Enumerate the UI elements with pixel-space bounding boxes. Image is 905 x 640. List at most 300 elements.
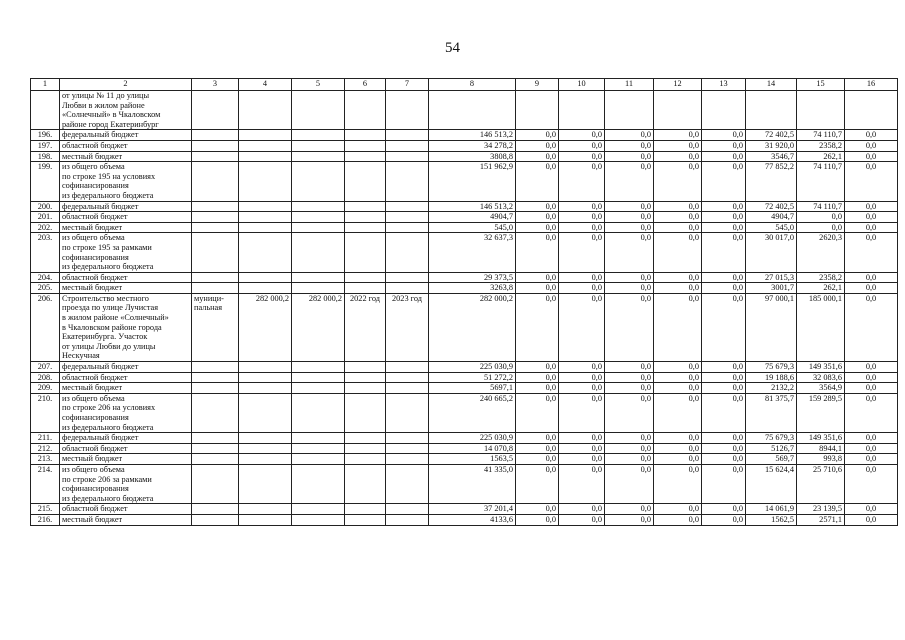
table-cell: 0,0	[845, 233, 898, 272]
table-cell: областной бюджет	[60, 372, 192, 383]
column-header: 5	[292, 79, 345, 91]
table-cell: 4133,6	[429, 514, 516, 525]
table-row	[31, 283, 898, 294]
table-cell: 0,0	[605, 443, 654, 454]
table-cell: 0,0	[845, 201, 898, 212]
table-cell	[239, 130, 292, 141]
table-cell: 3808,8	[429, 151, 516, 162]
column-header: 13	[702, 79, 746, 91]
table-cell	[292, 283, 345, 294]
table-cell	[345, 383, 386, 394]
column-header: 10	[559, 79, 605, 91]
table-cell: 0,0	[605, 454, 654, 465]
table-cell	[386, 91, 429, 130]
table-cell: 0,0	[654, 372, 702, 383]
table-cell	[345, 393, 386, 432]
table-cell: 0,0	[605, 464, 654, 503]
table-cell	[345, 130, 386, 141]
table-cell: 159 289,5	[797, 393, 845, 432]
table-cell	[292, 433, 345, 444]
table-cell: федеральный бюджет	[60, 130, 192, 141]
table-cell: 0,0	[797, 212, 845, 223]
table-cell	[239, 362, 292, 373]
table-cell: 0,0	[516, 433, 559, 444]
column-header: 9	[516, 79, 559, 91]
table-cell: 23 139,5	[797, 504, 845, 515]
table-cell	[192, 433, 239, 444]
header-row	[31, 79, 898, 91]
table-cell: 0,0	[605, 383, 654, 394]
table-row	[31, 233, 898, 272]
table-cell: 0,0	[654, 233, 702, 272]
table-cell: 0,0	[702, 140, 746, 151]
column-header: 15	[797, 79, 845, 91]
table-row	[31, 201, 898, 212]
table-cell: федеральный бюджет	[60, 362, 192, 373]
table-cell	[239, 91, 292, 130]
table-cell: 72 402,5	[746, 201, 797, 212]
table-row	[31, 372, 898, 383]
table-cell	[386, 151, 429, 162]
table-cell	[386, 443, 429, 454]
table-cell: 0,0	[654, 212, 702, 223]
table-cell: 2022 год	[345, 293, 386, 361]
table-cell: 5126,7	[746, 443, 797, 454]
table-cell: 0,0	[605, 272, 654, 283]
table-cell: 0,0	[605, 433, 654, 444]
table-cell: 0,0	[702, 393, 746, 432]
table-cell	[292, 151, 345, 162]
table-row	[31, 454, 898, 465]
table-cell: 75 679,3	[746, 433, 797, 444]
table-cell	[345, 162, 386, 201]
table-cell: 5697,1	[429, 383, 516, 394]
table-cell: 0,0	[654, 464, 702, 503]
table-cell: 0,0	[702, 362, 746, 373]
table-cell: 32 637,3	[429, 233, 516, 272]
table-cell: 0,0	[559, 212, 605, 223]
table-cell: 262,1	[797, 151, 845, 162]
table-cell: муници- пальная	[192, 293, 239, 361]
table-cell: 19 188,6	[746, 372, 797, 383]
table-row	[31, 443, 898, 454]
table-cell: 2023 год	[386, 293, 429, 361]
table-cell: 81 375,7	[746, 393, 797, 432]
table-cell: 0,0	[654, 504, 702, 515]
table-cell: 212.	[31, 443, 60, 454]
table-cell: 196.	[31, 130, 60, 141]
column-header: 7	[386, 79, 429, 91]
table-cell: 0,0	[702, 293, 746, 361]
table-cell: 0,0	[845, 454, 898, 465]
table-cell	[345, 212, 386, 223]
table-cell: 0,0	[559, 454, 605, 465]
table-cell	[192, 514, 239, 525]
table-cell: 0,0	[605, 222, 654, 233]
table-cell: 0,0	[559, 464, 605, 503]
table-cell	[192, 454, 239, 465]
table-cell	[292, 222, 345, 233]
table-cell: 0,0	[845, 162, 898, 201]
table-cell: 0,0	[702, 514, 746, 525]
table-cell: 225 030,9	[429, 362, 516, 373]
table-cell: 146 513,2	[429, 130, 516, 141]
table-cell: 0,0	[516, 162, 559, 201]
table-cell: 225 030,9	[429, 433, 516, 444]
table-cell	[239, 233, 292, 272]
table-cell: 0,0	[702, 283, 746, 294]
table-cell: 0,0	[605, 372, 654, 383]
table-cell	[386, 212, 429, 223]
table-cell: 0,0	[654, 383, 702, 394]
table-cell	[386, 504, 429, 515]
table-row	[31, 393, 898, 432]
table-cell: 569,7	[746, 454, 797, 465]
table-cell: 0,0	[702, 233, 746, 272]
table-row	[31, 433, 898, 444]
table-cell: 29 373,5	[429, 272, 516, 283]
budget-table	[30, 78, 898, 526]
table-cell	[292, 464, 345, 503]
table-cell	[239, 372, 292, 383]
table-cell: 0,0	[516, 393, 559, 432]
table-row	[31, 130, 898, 141]
table-cell: областной бюджет	[60, 504, 192, 515]
table-cell: 0,0	[516, 293, 559, 361]
table-cell: 204.	[31, 272, 60, 283]
column-header: 4	[239, 79, 292, 91]
table-cell: 0,0	[845, 504, 898, 515]
table-cell	[192, 162, 239, 201]
table-cell: 4904,7	[746, 212, 797, 223]
table-cell: 206.	[31, 293, 60, 361]
table-cell	[239, 140, 292, 151]
table-cell	[192, 362, 239, 373]
column-header: 2	[60, 79, 192, 91]
table-cell: 262,1	[797, 283, 845, 294]
table-cell	[386, 464, 429, 503]
table-cell: из общего объема по строке 206 за рамками софинансирования из федерального бюджета	[60, 464, 192, 503]
table-cell: 0,0	[702, 272, 746, 283]
table-cell: 213.	[31, 454, 60, 465]
table-cell: 0,0	[654, 454, 702, 465]
table-cell: 0,0	[654, 201, 702, 212]
table-cell: 15 624,4	[746, 464, 797, 503]
table-cell: 0,0	[559, 443, 605, 454]
table-cell: 0,0	[845, 443, 898, 454]
table-cell	[292, 272, 345, 283]
table-cell: 0,0	[845, 222, 898, 233]
table-cell	[292, 443, 345, 454]
table-cell: 2358,2	[797, 140, 845, 151]
table-cell: 282 000,2	[429, 293, 516, 361]
table-cell: 0,0	[702, 433, 746, 444]
table-cell	[192, 393, 239, 432]
table-cell	[292, 514, 345, 525]
table-cell	[239, 272, 292, 283]
table-cell: федеральный бюджет	[60, 433, 192, 444]
table-cell: местный бюджет	[60, 151, 192, 162]
table-cell: 0,0	[516, 383, 559, 394]
table-cell: 0,0	[516, 151, 559, 162]
table-row	[31, 162, 898, 201]
table-cell: 2571,1	[797, 514, 845, 525]
table-cell	[429, 91, 516, 130]
table-cell	[292, 140, 345, 151]
table-row	[31, 91, 898, 130]
table-cell: 30 017,0	[746, 233, 797, 272]
table-row	[31, 383, 898, 394]
table-cell: 27 015,3	[746, 272, 797, 283]
table-cell: 0,0	[845, 272, 898, 283]
table-row	[31, 272, 898, 283]
table-cell: 0,0	[654, 362, 702, 373]
table-cell: 201.	[31, 212, 60, 223]
column-header: 12	[654, 79, 702, 91]
table-cell: 0,0	[559, 514, 605, 525]
table-cell: 0,0	[559, 383, 605, 394]
table-cell	[239, 393, 292, 432]
table-cell: местный бюджет	[60, 283, 192, 294]
table-cell	[292, 201, 345, 212]
table-cell: 0,0	[702, 130, 746, 141]
table-cell	[345, 140, 386, 151]
table-cell: 0,0	[702, 201, 746, 212]
table-cell: 74 110,7	[797, 130, 845, 141]
table-cell: 0,0	[516, 504, 559, 515]
table-cell: 0,0	[845, 293, 898, 361]
table-cell	[386, 283, 429, 294]
table-cell: 34 278,2	[429, 140, 516, 151]
table-cell	[345, 443, 386, 454]
table-cell	[345, 362, 386, 373]
table-cell	[845, 91, 898, 130]
table-cell: 0,0	[516, 233, 559, 272]
table-cell	[345, 272, 386, 283]
table-cell	[239, 454, 292, 465]
table-cell: 25 710,6	[797, 464, 845, 503]
table-cell: областной бюджет	[60, 140, 192, 151]
table-cell: 0,0	[845, 283, 898, 294]
table-cell	[192, 283, 239, 294]
table-cell	[239, 222, 292, 233]
table-cell: 0,0	[516, 283, 559, 294]
table-cell: 3546,7	[746, 151, 797, 162]
table-cell	[192, 201, 239, 212]
table-cell: 0,0	[516, 212, 559, 223]
table-cell: 214.	[31, 464, 60, 503]
table-cell: 0,0	[654, 162, 702, 201]
table-cell: 0,0	[654, 151, 702, 162]
table-cell: 146 513,2	[429, 201, 516, 212]
table-cell: 0,0	[559, 293, 605, 361]
table-cell: областной бюджет	[60, 212, 192, 223]
table-cell	[192, 443, 239, 454]
table-cell	[386, 362, 429, 373]
column-header: 14	[746, 79, 797, 91]
table-cell: 0,0	[605, 293, 654, 361]
table-cell	[192, 383, 239, 394]
table-cell: 0,0	[559, 162, 605, 201]
table-cell: 0,0	[516, 130, 559, 141]
table-cell: 0,0	[845, 393, 898, 432]
table-cell	[386, 383, 429, 394]
column-header: 6	[345, 79, 386, 91]
table-cell: 0,0	[845, 151, 898, 162]
table-cell	[345, 464, 386, 503]
table-cell: 0,0	[654, 293, 702, 361]
table-cell	[292, 383, 345, 394]
table-cell	[559, 91, 605, 130]
table-cell: 0,0	[605, 233, 654, 272]
table-cell: 199.	[31, 162, 60, 201]
table-cell: местный бюджет	[60, 383, 192, 394]
table-cell: 0,0	[516, 272, 559, 283]
table-cell: 0,0	[605, 140, 654, 151]
table-cell: 0,0	[559, 283, 605, 294]
table-cell: 74 110,7	[797, 162, 845, 201]
table-cell: 0,0	[516, 443, 559, 454]
table-cell: 0,0	[702, 372, 746, 383]
table-cell	[386, 140, 429, 151]
table-cell	[386, 372, 429, 383]
table-cell: 0,0	[845, 140, 898, 151]
table-cell	[192, 140, 239, 151]
table-cell: 3564,9	[797, 383, 845, 394]
table-row	[31, 293, 898, 361]
column-header: 8	[429, 79, 516, 91]
table-cell: 0,0	[702, 464, 746, 503]
table-cell	[345, 222, 386, 233]
table-cell: 993,8	[797, 454, 845, 465]
table-cell: 207.	[31, 362, 60, 373]
table-cell: 0,0	[654, 514, 702, 525]
table-cell: 0,0	[702, 212, 746, 223]
table-cell	[192, 464, 239, 503]
table-cell: 0,0	[702, 151, 746, 162]
table-cell: 0,0	[654, 443, 702, 454]
table-cell: 1562,5	[746, 514, 797, 525]
table-cell: 0,0	[654, 222, 702, 233]
table-cell	[292, 362, 345, 373]
table-cell: 0,0	[845, 372, 898, 383]
table-cell	[386, 162, 429, 201]
table-cell	[292, 162, 345, 201]
table-cell	[345, 201, 386, 212]
table-cell: 74 110,7	[797, 201, 845, 212]
table-cell: местный бюджет	[60, 454, 192, 465]
table-cell: 197.	[31, 140, 60, 151]
column-header: 1	[31, 79, 60, 91]
table-cell: 545,0	[746, 222, 797, 233]
table-cell: 0,0	[605, 201, 654, 212]
table-cell: 0,0	[605, 130, 654, 141]
table-cell: 0,0	[845, 433, 898, 444]
table-cell: 0,0	[702, 162, 746, 201]
page-number: 54	[445, 40, 460, 56]
table-cell	[345, 283, 386, 294]
table-cell: 0,0	[559, 433, 605, 444]
table-cell	[345, 454, 386, 465]
table-cell: 282 000,2	[239, 293, 292, 361]
table-cell	[386, 272, 429, 283]
table-cell: 0,0	[654, 130, 702, 141]
table-cell: 0,0	[654, 140, 702, 151]
table-row	[31, 140, 898, 151]
table-cell: 0,0	[845, 464, 898, 503]
table-cell	[292, 372, 345, 383]
table-cell: 0,0	[702, 454, 746, 465]
table-cell	[386, 393, 429, 432]
table-cell	[345, 151, 386, 162]
table-cell	[386, 433, 429, 444]
table-cell: 0,0	[559, 201, 605, 212]
table-cell: 0,0	[516, 514, 559, 525]
table-cell: 0,0	[559, 393, 605, 432]
table-cell	[746, 91, 797, 130]
table-cell	[239, 162, 292, 201]
table-cell	[292, 393, 345, 432]
table-cell	[292, 212, 345, 223]
table-cell: 0,0	[516, 362, 559, 373]
table-cell	[239, 464, 292, 503]
table-row	[31, 362, 898, 373]
table-cell: 0,0	[845, 362, 898, 373]
table-cell	[345, 91, 386, 130]
table-row	[31, 514, 898, 525]
table-cell	[192, 504, 239, 515]
table-cell: 31 920,0	[746, 140, 797, 151]
table-cell: 216.	[31, 514, 60, 525]
table-cell	[292, 454, 345, 465]
table-cell: 0,0	[654, 393, 702, 432]
table-cell	[31, 91, 60, 130]
table-cell: 0,0	[845, 514, 898, 525]
table-cell: 282 000,2	[292, 293, 345, 361]
table-cell	[192, 151, 239, 162]
table-cell	[292, 504, 345, 515]
table-cell: 1563,5	[429, 454, 516, 465]
table-cell: 202.	[31, 222, 60, 233]
table-cell: Строительство местного проезда по улице Лучистая в жилом районе «Солнечный» в Чкаловском районе города Екатеринбурга. Участок от улицы Любви до улицы Нескучная	[60, 293, 192, 361]
table-cell	[345, 504, 386, 515]
table-row	[31, 212, 898, 223]
table-cell: 203.	[31, 233, 60, 272]
table-cell	[239, 212, 292, 223]
table-cell	[292, 130, 345, 141]
table-cell: 97 000,1	[746, 293, 797, 361]
table-cell: 14 070,8	[429, 443, 516, 454]
table-cell	[292, 233, 345, 272]
table-cell: 0,0	[702, 222, 746, 233]
table-cell: 0,0	[559, 504, 605, 515]
table-cell: 75 679,3	[746, 362, 797, 373]
table-cell: 185 000,1	[797, 293, 845, 361]
table-cell: 8944,1	[797, 443, 845, 454]
table-cell: 2132,2	[746, 383, 797, 394]
table-cell: от улицы № 11 до улицы Любви в жилом районе «Солнечный» в Чкаловском районе город Екатеринбург	[60, 91, 192, 130]
table-cell: 0,0	[559, 233, 605, 272]
table-cell: 0,0	[797, 222, 845, 233]
column-header: 16	[845, 79, 898, 91]
table-cell: федеральный бюджет	[60, 201, 192, 212]
table-cell: из общего объема по строке 195 за рамками софинансирования из федерального бюджета	[60, 233, 192, 272]
table-cell	[386, 233, 429, 272]
table-cell: 0,0	[559, 151, 605, 162]
table-cell: 0,0	[605, 283, 654, 294]
table-cell	[239, 201, 292, 212]
table-cell: 198.	[31, 151, 60, 162]
